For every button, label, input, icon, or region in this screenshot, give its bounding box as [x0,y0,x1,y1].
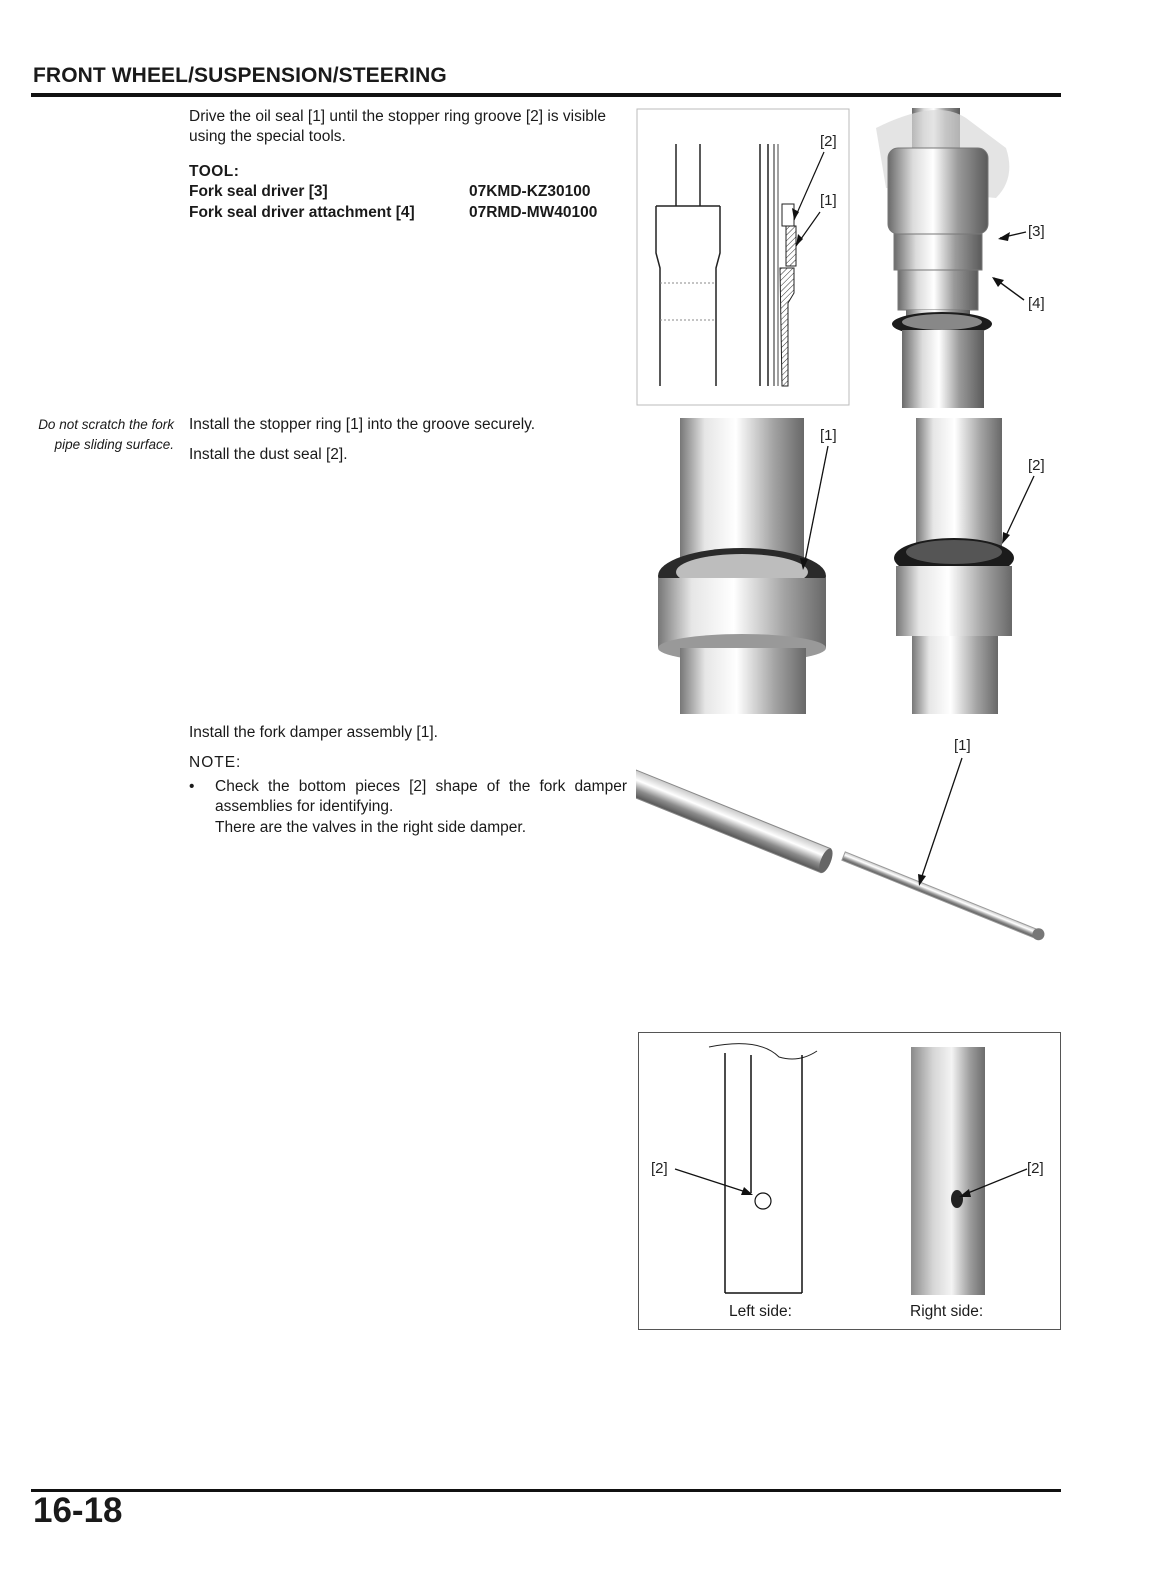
callout-2: [2] [1028,457,1045,474]
callout-left: [2] [651,1160,668,1177]
callout-1: [1] [954,737,971,754]
note-bullet: • [189,778,195,795]
damper-bottom-piece-diagram [638,1032,1061,1330]
oil-seal-driving-figure [636,108,1058,408]
page-number: 16-18 [33,1491,123,1530]
tool-name-1: Fork seal driver [3] [189,183,328,200]
tool-name-2: Fork seal driver attachment [4] [189,204,415,221]
step2-stopper-ring: Install the stopper ring [1] into the groove securely. [189,416,536,433]
callout-3: [3] [1028,223,1045,240]
right-side-caption: Right side: [910,1303,984,1320]
section-title: FRONT WHEEL/SUSPENSION/STEERING [33,64,447,87]
callout-4: [4] [1028,295,1045,312]
note-heading: NOTE: [189,754,242,771]
callout-1: [1] [820,192,837,209]
caution-side-note: Do not scratch the fork pipe sliding surface. [38,417,174,452]
footer-rule [31,1489,1061,1492]
step2-dust-seal: Install the dust seal [2]. [189,446,348,463]
stopper-ring-dust-seal-figure [650,418,1058,714]
damper-bottom-piece-drawing [639,1033,1060,1329]
callout-2: [2] [820,133,837,150]
step3-damper-install: Install the fork damper assembly [1]. [189,724,438,741]
note-bottom-pieces: Check the bottom pieces [2] shape of the fork damper assemblies for identifying. [215,778,627,815]
tool-part-2: 07RMD-MW40100 [469,204,598,221]
header-rule [31,93,1061,97]
left-side-caption: Left side: [729,1303,792,1320]
callout-right: [2] [1027,1160,1044,1177]
step1-instruction: Drive the oil seal [1] until the stopper ring groove [2] is visible using the special tools. [189,108,606,145]
tool-part-1: 07KMD-KZ30100 [469,183,591,200]
tool-heading: TOOL: [189,163,240,180]
note-right-side-valves: There are the valves in the right side damper. [215,819,527,836]
callout-1: [1] [820,427,837,444]
damper-assembly-figure [636,730,1060,966]
